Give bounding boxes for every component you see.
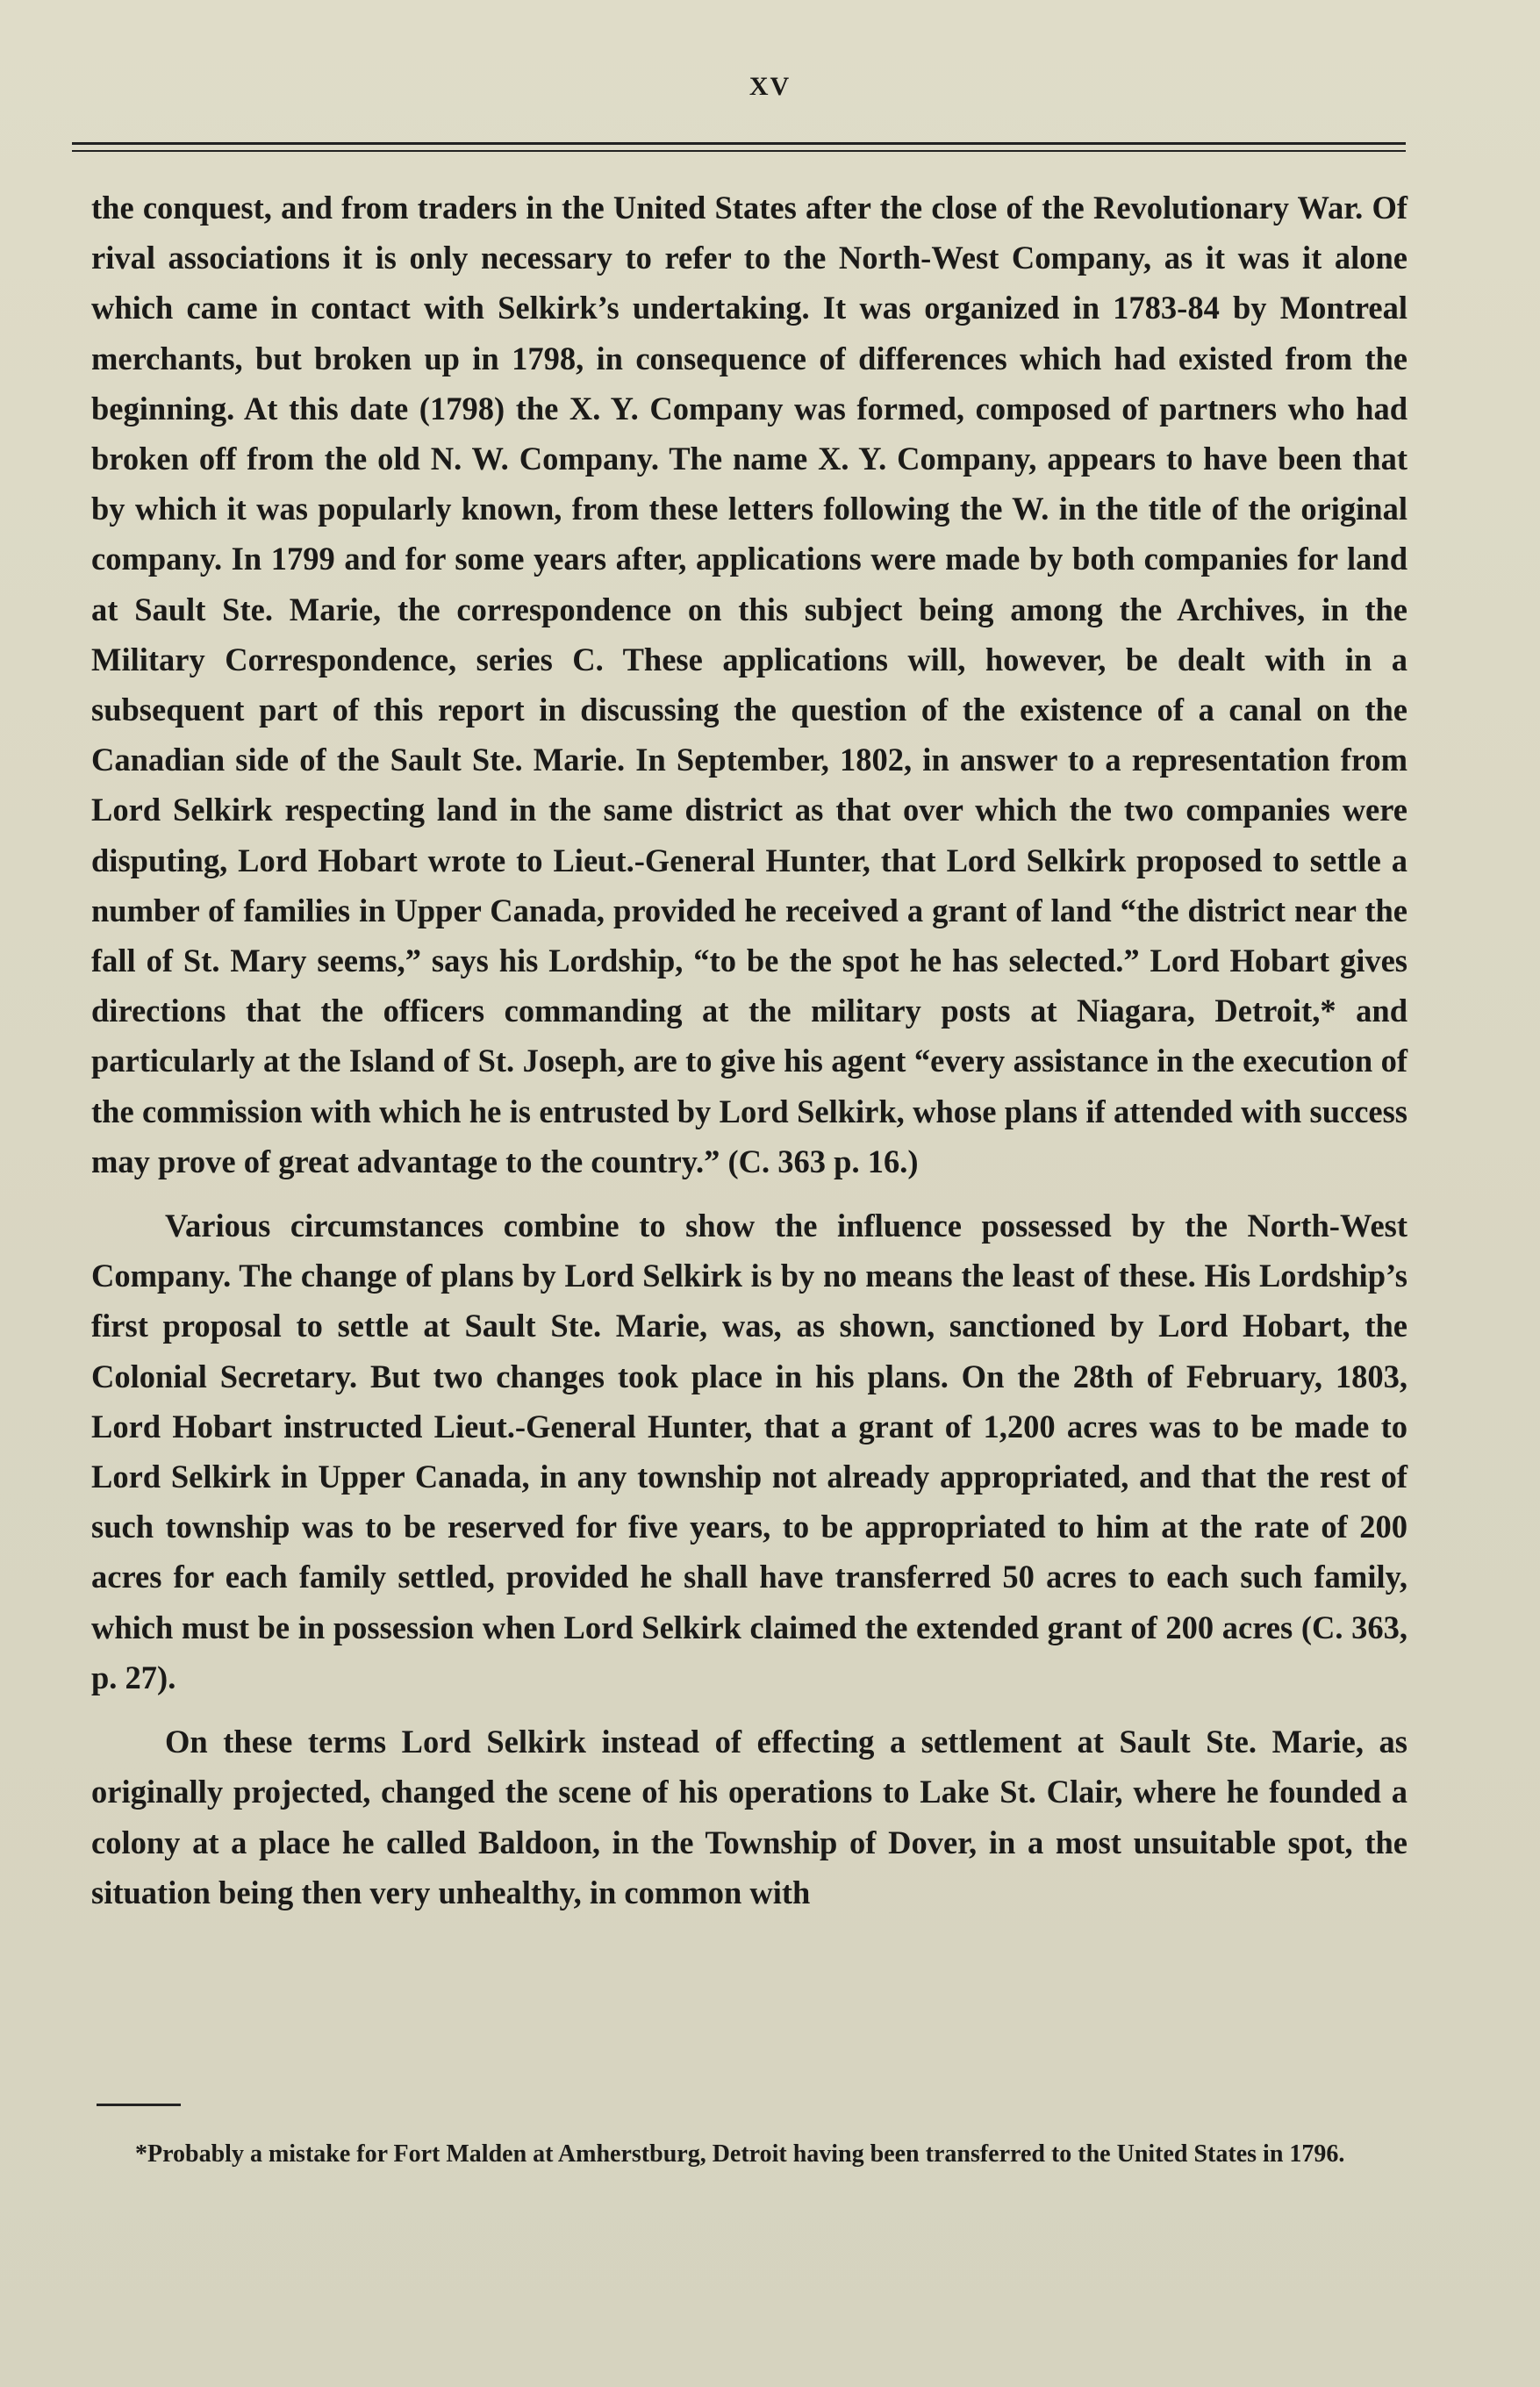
footnote-rule	[97, 2104, 181, 2106]
header-rule	[72, 142, 1406, 145]
footnote	[95, 2141, 1407, 2168]
paragraph-2: Various circumstances combine to show the influence possessed by the North-West Company. The change of plans by Lord Selkirk is by no means the least of these. His Lordship’s first proposal to settle at Sault Ste. Marie, was, as shown, sanctioned by Lord Hobart, the Colonial Secretary. But two changes took place in his plans. On the 28th of February, 1803, Lord Hobart instructed Lieut.-General Hunter, that a grant of 1,200 acres was to be made to Lord Selkirk in Upper Canada, in any township not already appropriated, and that the rest of such township was to be reserved for five years, to be appropriated to him at the rate of 200 acres for each family settled, provided he shall have transferred 50 acres to each such family, which must be in possession when Lord Selkirk claimed the extended grant of 200 acres (C. 363, p. 27).	[91, 1208, 1407, 1695]
header-rule-secondary	[72, 150, 1406, 152]
footnote-text: *Probably a mistake for Fort Malden at Amherstburg, Detroit having been transferred to the United States in 1796.	[135, 2140, 1345, 2168]
paragraph-3: On these terms Lord Selkirk instead of effecting a settlement at Sault Ste. Marie, as originally projected, changed the scene of his operations to Lake St. Clair, where he founded a colony at a place he called Baldoon, in the Township of Dover, in a most unsuitable spot, the situation being then very unhealthy, in common with	[91, 1724, 1407, 1910]
body-text	[91, 183, 1407, 1917]
page-number: XV	[749, 72, 791, 101]
paragraph-1: the conquest, and from traders in the United States after the close of the Revolutionary War. Of rival associations it is only necessary to refer to the North-West Company, as it was it alone which came in contact with Selkirk’s undertaking. It was organized in 1783-84 by Montreal merchants, but broken up in 1798, in consequence of differences which had existed from the beginning. At this date (1798) the X. Y. Company was formed, composed of partners who had broken off from the old N. W. Company. The name X. Y. Company, appears to have been that by which it was popularly known, from these letters following the W. in the title of the original company. In 1799 and for some years after, applications were made by both companies for land at Sault Ste. Marie, the correspondence on this subject being among the Archives, in the Military Correspondence, series C. These applications will, however, be dealt with in a subsequent part of this report in discussing the question of the existence of a canal on the Canadian side of the Sault Ste. Marie. In September, 1802, in answer to a representation from Lord Selkirk respecting land in the same district as that over which the two companies were disputing, Lord Hobart wrote to Lieut.-General Hunter, that Lord Selkirk proposed to settle a number of families in Upper Canada, provided he received a grant of land “the district near the fall of St. Mary seems,” says his Lordship, “to be the spot he has selected.” Lord Hobart gives directions that the officers commanding at the military posts at Niagara, Detroit,* and particularly at the Island of St. Joseph, are to give his agent “every assistance in the execution of the commission with which he is entrusted by Lord Selkirk, whose plans if attended with success may prove of great advantage to the country.” (C. 363 p. 16.)	[91, 190, 1407, 1179]
